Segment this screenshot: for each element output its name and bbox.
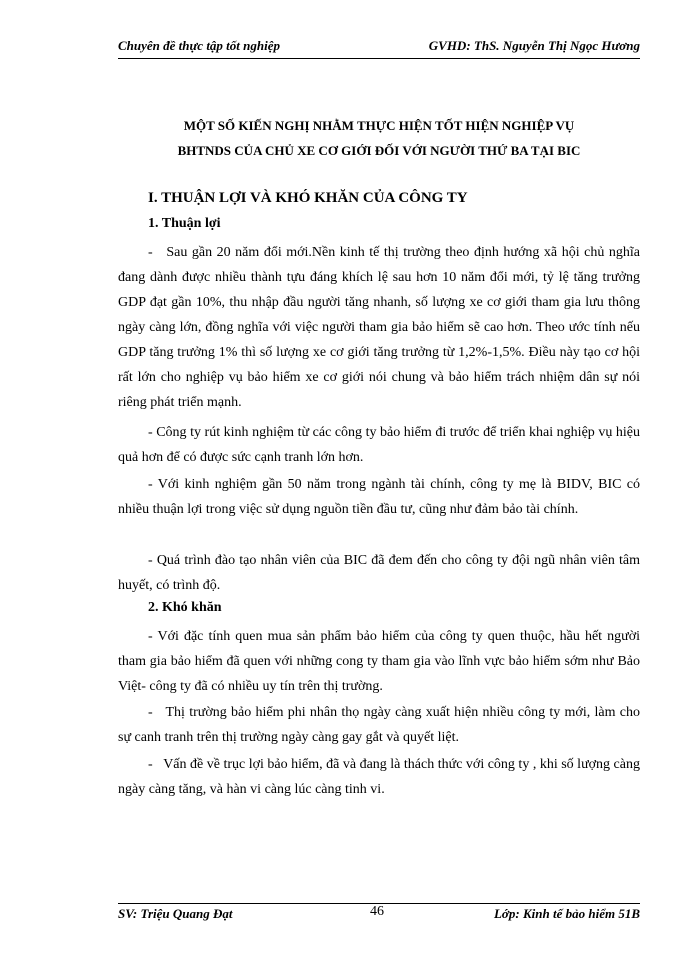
page-number: 46 xyxy=(370,904,384,919)
header-left-text: Chuyên đề thực tập tốt nghiệp xyxy=(118,38,280,53)
document-title-line-1: MỘT SỐ KIẾN NGHỊ NHẰM THỰC HIỆN TỐT HIỆN NGHIỆP VỤ xyxy=(183,118,575,133)
paragraph-3: - Với kinh nghiệm gần 50 năm trong ngành tài chính, công ty mẹ là BIDV, BIC có nhiều thuận lợi trong việc sử dụng nguồn tiền đầu tư, cũng như đảm bảo tài chính. xyxy=(118,477,640,517)
paragraph-6-text: Thị trường bảo hiểm phi nhân thọ ngày càng xuất hiện nhiều công ty mới, làm cho sự canh tranh trên thị trường ngày càng gay gắt và quyết liệt. xyxy=(118,705,640,745)
paragraph-6 xyxy=(118,700,640,750)
footer-student: SV: Triệu Quang Đạt xyxy=(118,906,233,921)
paragraph-4: - Quá trình đào tạo nhân viên của BIC đã đem đến cho công ty đội ngũ nhân viên tâm huyết, có trình độ. xyxy=(118,553,640,593)
section-heading: I. THUẬN LỢI VÀ KHÓ KHĂN CỦA CÔNG TY xyxy=(148,190,468,206)
bullet-mark: - xyxy=(148,705,166,720)
footer-class: Lớp: Kinh tế bảo hiểm 51B xyxy=(493,906,640,921)
header-rule xyxy=(118,58,640,59)
document-title-line-2: BHTNDS CỦA CHỦ XE CƠ GIỚI ĐỐI VỚI NGƯỜI THỨ BA TẠI BIC xyxy=(177,143,581,158)
paragraph-5: - Với đặc tính quen mua sản phẩm bảo hiểm của công ty quen thuộc, hầu hết người tham gia bảo hiểm đã quen với những cong ty tham gia vào lĩnh vực bảo hiểm sớm như Bảo Việt- công ty đã có nhiều uy tín trên thị trường. xyxy=(118,629,640,694)
paragraph-7-text: Vấn đề về trục lợi bảo hiểm, đã và đang là thách thức với công ty , khi số lượng càng ngày càng tăng, và hàn vi càng lúc càng tinh vi. xyxy=(118,757,640,797)
header-right-text: GVHD: ThS. Nguyễn Thị Ngọc Hương xyxy=(428,38,640,53)
subsection-heading-difficulties: 2. Khó khăn xyxy=(148,600,222,615)
paragraph-1-text: Sau gần 20 năm đổi mới.Nền kinh tế thị trường theo định hướng xã hội chủ nghĩa đang dành được nhiều thành tựu đáng khích lệ sau hơn 10 năm đổi mới, tỷ lệ tăng trưởng GDP đạt gần 10%, thu nhập đầu người tăng nhanh, số lượng xe cơ giới tham gia lưu thông ngày càng lớn, đồng nghĩa với việc người tham gia bảo hiểm sẽ cao hơn. Theo ước tính nếu GDP tăng trưởng 1% thì số lượng xe cơ giới tăng trưởng từ 1,2%-1,5%. Điều này tạo cơ hội rất lớn cho nghiệp vụ bảo hiểm xe cơ giới nói chung và bảo hiểm trách nhiệm dân sự nói riêng phát triển mạnh. xyxy=(118,245,640,410)
paragraph-1 xyxy=(118,240,640,415)
paragraph-2: - Công ty rút kinh nghiệm từ các công ty bảo hiểm đi trước để triển khai nghiệp vụ hiệu quả hơn để có được sức cạnh tranh lớn hơn. xyxy=(118,425,640,465)
bullet-mark: - xyxy=(148,757,164,772)
paragraph-7 xyxy=(118,752,640,802)
page-footer xyxy=(118,906,640,926)
bullet-mark: - xyxy=(148,245,167,260)
subsection-heading-advantages: 1. Thuận lợi xyxy=(148,216,221,231)
page-header xyxy=(118,38,640,58)
